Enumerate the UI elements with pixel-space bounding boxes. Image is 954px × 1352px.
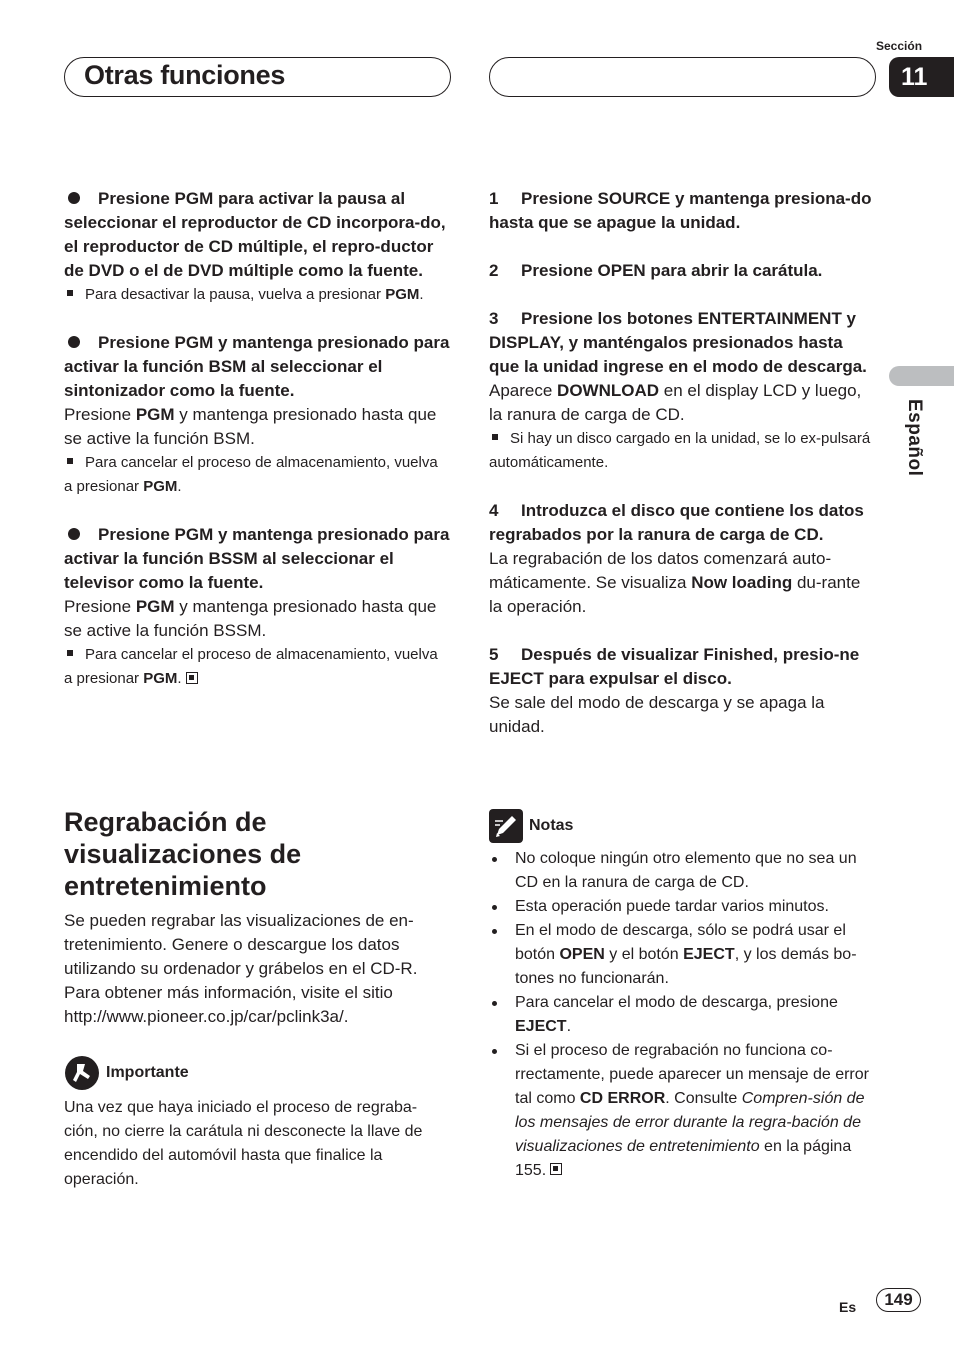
text: En el modo de descarga, sólo se podrá usar el botón (515, 922, 846, 963)
notes-block (489, 809, 875, 1183)
text: . (566, 1018, 572, 1035)
left-column (64, 187, 450, 691)
step-heading: Presione los botones ENTERTAINMENT y DISPLAY, y manténgalos presionados hasta que la unidad ingrese en el modo de descarga. (489, 309, 867, 376)
section-intro: Se pueden regrabar las visualizaciones de en-tretenimiento. Genere o descargue los datos utilizando su ordenador y grábelos en el CD-R. Para obtener más información, visite el sitio http://www.pioneer.co.jp/car/pclink3a/. (64, 911, 418, 1026)
note-end: . (419, 286, 424, 303)
text: Aparece (489, 381, 558, 400)
note-bold: PGM (143, 670, 178, 687)
step-heading: Introduzca el disco que contiene los datos regrabados por la ranura de carga de CD. (489, 501, 864, 544)
step-number: 3 (489, 309, 499, 328)
section-title: Regrabación de visualizaciones de entretenimiento (64, 807, 302, 901)
bullet-dot-icon (68, 336, 80, 348)
note-text: Para cancelar el proceso de almacenamiento, vuelva a presionar (64, 646, 438, 687)
note-line (64, 643, 450, 691)
note-line (64, 451, 450, 499)
list-item (489, 1039, 875, 1183)
text-bold: CD ERROR (579, 1090, 666, 1107)
bullet-item (64, 331, 450, 403)
note-text: Para desactivar la pausa, vuelva a presionar (85, 286, 382, 303)
note-end: . (177, 478, 182, 495)
bullet-heading: Presione PGM y mantenga presionado para activar la función BSSM al seleccionar el televisor como la fuente. (64, 525, 450, 592)
text: Si el proceso de regrabación no funciona co-rrectamente, puede aparecer un mensaje de error tal como (515, 1042, 869, 1107)
note-square-icon (67, 458, 73, 464)
note-text: Para cancelar el proceso de almacenamiento, vuelva a presionar (64, 454, 438, 495)
notes-header (489, 809, 875, 843)
cross-reference: Compren-sión de los mensajes de error durante la regra-bación de visualizaciones de entretenimiento (515, 1090, 865, 1155)
list-item: No coloque ningún otro elemento que no sea un CD en la ranura de carga de CD. (489, 847, 875, 895)
step-3 (489, 307, 875, 379)
note-line (64, 283, 450, 307)
note-text: Si hay un disco cargado en la unidad, se lo ex-pulsará automáticamente. (489, 430, 871, 471)
step-number: 5 (489, 645, 499, 664)
text: . Consulte (665, 1090, 742, 1107)
notes-list (489, 847, 875, 1183)
text: en la página 155. (515, 1138, 852, 1179)
bullet-heading: Presione PGM y mantenga presionado para activar la función BSM al seleccionar el sintonizador como la fuente. (64, 333, 450, 400)
body-text (64, 595, 450, 643)
list-item (489, 991, 875, 1039)
end-mark-icon (186, 672, 198, 684)
note-bold: PGM (143, 478, 178, 495)
step-heading: Presione SOURCE y mantenga presiona-do hasta que se apague la unidad. (489, 189, 872, 232)
text-bold: PGM (135, 597, 175, 616)
step-heading: Después de visualizar Finished, presio-ne EJECT para expulsar el disco. (489, 645, 860, 688)
body-text (489, 379, 875, 427)
important-label: Importante (106, 1064, 189, 1081)
bullet-item (64, 523, 450, 595)
text: y el botón (604, 946, 684, 963)
step-number: 1 (489, 189, 499, 208)
note-square-icon (492, 434, 498, 440)
section-number-badge: 11 (889, 57, 954, 97)
step-5 (489, 643, 875, 691)
language-tab (889, 366, 954, 386)
notes-pencil-icon (489, 809, 523, 843)
right-column (489, 187, 875, 739)
text: , y los demás bo-tones no funcionarán. (515, 946, 857, 987)
section-label: Sección (876, 39, 923, 53)
text-bold: OPEN (559, 946, 605, 963)
note-bold: PGM (385, 286, 420, 303)
step-4 (489, 499, 875, 547)
page-number: 149 (876, 1288, 921, 1312)
end-mark-icon (550, 1163, 562, 1175)
body-text: Se sale del modo de descarga y se apaga la unidad. (489, 693, 825, 736)
list-item (489, 919, 875, 991)
text: Presione (64, 405, 136, 424)
step-heading: Presione OPEN para abrir la carátula. (521, 261, 823, 280)
bullet-dot-icon (68, 192, 80, 204)
text: y mantenga presionado hasta que se active la función BSM. (64, 405, 437, 448)
important-text: Una vez que haya iniciado el proceso de regraba-ción, no cierre la carátula ni desconecte la llave de encendido del automóvil hasta que finalice la operación. (64, 1099, 423, 1188)
left-section (64, 806, 450, 1029)
notes-label: Notas (529, 817, 574, 834)
bullet-heading: Presione PGM para activar la pausa al seleccionar el reproductor de CD incorpora-do, el reproductor de CD múltiple, el repro-ductor de DVD o el de DVD múltiple como la fuente. (64, 189, 446, 280)
page-title: Otras funciones (84, 60, 286, 90)
list-item: Esta operación puede tardar varios minutos. (489, 895, 875, 919)
note-line (489, 427, 875, 475)
footer-language: Es (839, 1299, 857, 1315)
bullet-dot-icon (68, 528, 80, 540)
text: y mantenga presionado hasta que se active la función BSSM. (64, 597, 437, 640)
important-header (64, 1055, 450, 1091)
important-icon (64, 1055, 100, 1091)
text: du-rante la operación. (489, 573, 861, 616)
text: Presione (64, 597, 136, 616)
step-number: 4 (489, 501, 499, 520)
body-text (489, 547, 875, 619)
note-end: . (177, 670, 182, 687)
step-number: 2 (489, 261, 499, 280)
text: en el display LCD y luego, la ranura de carga de CD. (489, 381, 862, 424)
step-2 (489, 259, 875, 283)
bullet-item (64, 187, 450, 283)
body-text (64, 403, 450, 451)
important-block (64, 1055, 450, 1192)
header-right-frame (489, 57, 876, 97)
text: La regrabación de los datos comenzará auto-máticamente. Se visualiza (489, 549, 832, 592)
text-bold: EJECT (515, 1018, 567, 1035)
text: Para cancelar el modo de descarga, presione (515, 994, 838, 1011)
note-square-icon (67, 290, 73, 296)
language-label: Español (904, 399, 925, 477)
text-bold: EJECT (683, 946, 735, 963)
text-bold: Now loading (691, 573, 793, 592)
text-bold: DOWNLOAD (557, 381, 660, 400)
note-square-icon (67, 650, 73, 656)
step-1 (489, 187, 875, 235)
text-bold: PGM (135, 405, 175, 424)
